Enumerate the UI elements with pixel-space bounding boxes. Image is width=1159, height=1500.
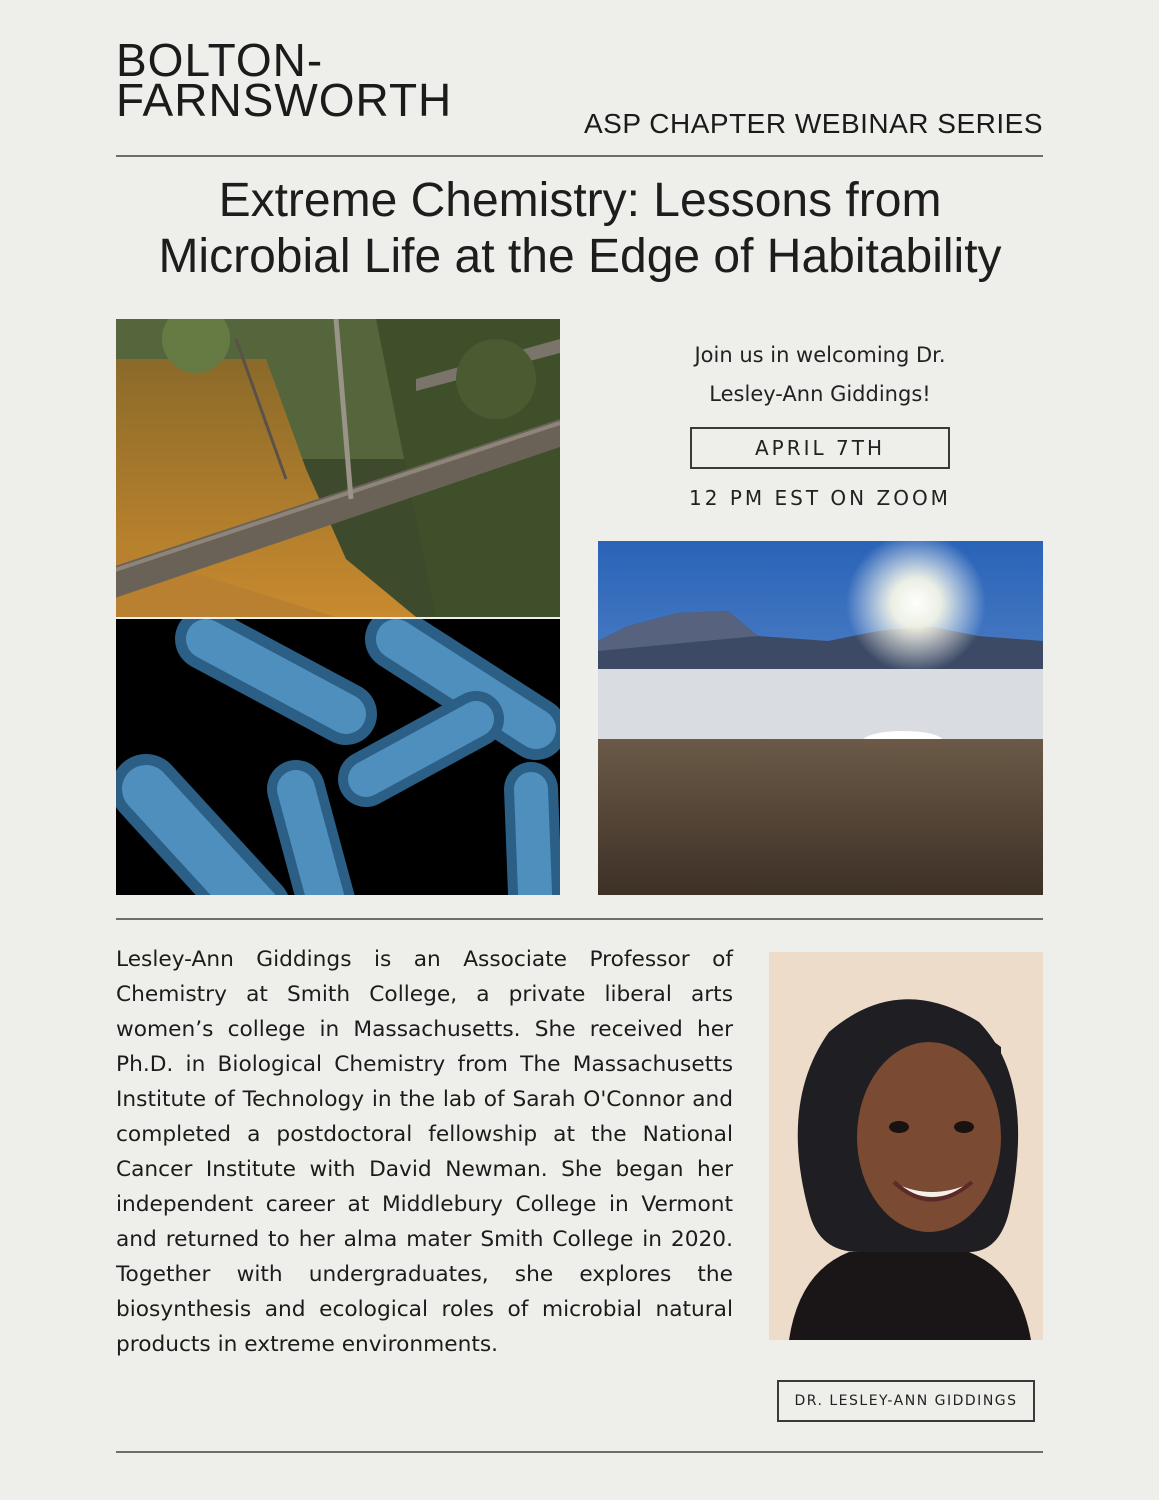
title-line-2: Microbial Life at the Edge of Habitability [158,230,1002,283]
landscape-photo [598,541,1043,895]
speaker-caption: DR. LESLEY-ANN GIDDINGS [777,1380,1035,1422]
brand-line-1: BOLTON- [116,34,324,86]
intro-line-1: Join us in welcoming Dr. [694,343,946,367]
divider-middle [116,918,1043,920]
event-time: 12 PM EST ON ZOOM [689,486,951,510]
series-title: ASP CHAPTER WEBINAR SERIES [583,108,1043,139]
intro-line-2: Lesley-Ann Giddings! [709,382,931,406]
speaker-bio: Lesley-Ann Giddings is an Associate Professor of Chemistry at Smith College, a private liberal arts women’s college in Massachusetts. She received her Ph.D. in Biological Chemistry from The Massachusetts Institute of Technology in the lab of Sarah O'Connor and completed a postdoctoral fellowship at the National Cancer Institute with David Newman. She began her independent career at Middlebury College in Vermont and returned to her alma mater Smith College in 2020. Together with undergraduates, she explores the biosynthesis and ecological roles of microbial natural products in extreme environments. [116,947,733,1357]
event-date: APRIL 7TH [690,427,950,469]
bacteria-image [116,619,560,895]
intro-text [600,336,1040,414]
divider-top [116,155,1043,157]
speaker-photo [769,952,1043,1340]
webinar-title [100,173,1060,285]
brand-line-2: FARNSWORTH [116,74,453,126]
stream-photo [116,319,560,617]
divider-bottom [116,1451,1043,1453]
brand-name [116,34,516,126]
title-line-1: Extreme Chemistry: Lessons from [218,174,942,227]
